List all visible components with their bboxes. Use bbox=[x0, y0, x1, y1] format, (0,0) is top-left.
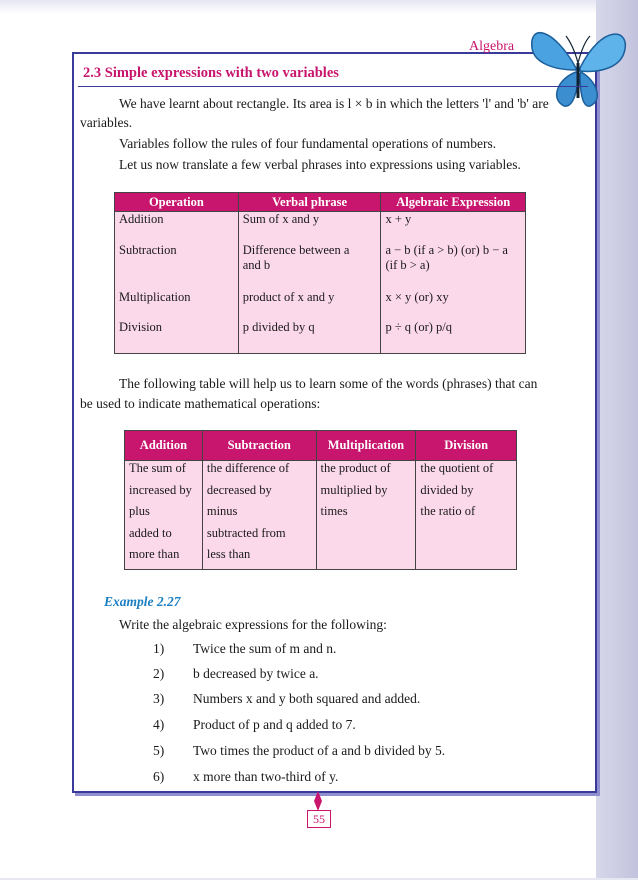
operations-table bbox=[114, 192, 526, 354]
question-number: 4) bbox=[153, 717, 165, 732]
table-cell bbox=[416, 547, 517, 569]
question-text: x more than two-third of y. bbox=[193, 769, 339, 784]
question-number: 6) bbox=[153, 769, 165, 784]
table-cell: minus bbox=[202, 504, 316, 526]
table-cell: plus bbox=[125, 504, 203, 526]
table-cell: multiplied by bbox=[316, 483, 416, 505]
question-number: 3) bbox=[153, 691, 165, 706]
table-cell: Addition bbox=[115, 212, 239, 243]
table-cell: less than bbox=[202, 547, 316, 569]
table-header-cell: Algebraic Expression bbox=[381, 193, 526, 212]
table-row bbox=[125, 461, 517, 483]
table-header-row bbox=[125, 431, 517, 461]
intro-paragraph-2: Variables follow the rules of four fundamental operations of numbers. bbox=[119, 136, 497, 151]
table-header-cell: Multiplication bbox=[316, 431, 416, 461]
table-cell: increased by bbox=[125, 483, 203, 505]
table-cell: a − b (if a > b) (or) b − a (if b > a) bbox=[381, 243, 526, 290]
table-cell: Difference between a and b bbox=[238, 243, 381, 290]
top-band bbox=[0, 0, 638, 14]
table-cell: Subtraction bbox=[115, 243, 239, 290]
table-cell bbox=[316, 526, 416, 548]
example-instruction: Write the algebraic expressions for the following: bbox=[119, 617, 387, 632]
table-row bbox=[125, 526, 517, 548]
table-cell bbox=[416, 526, 517, 548]
table-header-row bbox=[115, 193, 526, 212]
table-header-cell: Operation bbox=[115, 193, 239, 212]
table-row bbox=[125, 547, 517, 569]
intro-paragraph-line1: We have learnt about rectangle. Its area is l × b in which the letters 'l' and 'b' are bbox=[119, 96, 549, 111]
page-ornament-icon bbox=[310, 791, 326, 811]
table-cell: p ÷ q (or) p/q bbox=[381, 320, 526, 354]
table-cell: the ratio of bbox=[416, 504, 517, 526]
table-cell: more than bbox=[125, 547, 203, 569]
table-cell bbox=[316, 547, 416, 569]
table-cell: Division bbox=[115, 320, 239, 354]
intro-paragraph-line2: variables. bbox=[80, 115, 133, 130]
table-row bbox=[115, 243, 526, 290]
table-header-cell: Division bbox=[416, 431, 517, 461]
table-row bbox=[115, 290, 526, 320]
question-text: Two times the product of a and b divided by 5. bbox=[193, 743, 446, 758]
example-title: Example 2.27 bbox=[104, 594, 181, 609]
side-band bbox=[596, 0, 638, 880]
table-header-cell: Verbal phrase bbox=[238, 193, 381, 212]
table-row bbox=[115, 212, 526, 243]
phrases-table bbox=[124, 430, 517, 570]
section-title: 2.3 Simple expressions with two variables bbox=[83, 65, 339, 81]
table-cell: x + y bbox=[381, 212, 526, 243]
paragraph-2-line2: be used to indicate mathematical operations: bbox=[80, 396, 321, 411]
intro-paragraph-3: Let us now translate a few verbal phrases into expressions using variables. bbox=[119, 157, 521, 172]
table-cell: the difference of bbox=[202, 461, 316, 483]
table-cell: added to bbox=[125, 526, 203, 548]
table-cell: decreased by bbox=[202, 483, 316, 505]
table-cell: Sum of x and y bbox=[238, 212, 381, 243]
page-number: 55 bbox=[307, 810, 331, 828]
question-text: b decreased by twice a. bbox=[193, 666, 319, 681]
section-divider bbox=[78, 86, 588, 87]
table-cell: divided by bbox=[416, 483, 517, 505]
question-number: 2) bbox=[153, 666, 165, 681]
table-cell: Multiplication bbox=[115, 290, 239, 320]
table-cell: times bbox=[316, 504, 416, 526]
table-cell: p divided by q bbox=[238, 320, 381, 354]
table-cell: The sum of bbox=[125, 461, 203, 483]
chapter-header: Algebra bbox=[469, 39, 515, 54]
table-row bbox=[125, 483, 517, 505]
table-cell: x × y (or) xy bbox=[381, 290, 526, 320]
table-cell: product of x and y bbox=[238, 290, 381, 320]
question-number: 1) bbox=[153, 641, 165, 656]
table-header-cell: Subtraction bbox=[202, 431, 316, 461]
table-cell: subtracted from bbox=[202, 526, 316, 548]
paragraph-2-line1: The following table will help us to learn some of the words (phrases) that can bbox=[119, 376, 538, 391]
table-cell: the quotient of bbox=[416, 461, 517, 483]
question-text: Numbers x and y both squared and added. bbox=[193, 691, 421, 706]
table-row bbox=[125, 504, 517, 526]
table-header-cell: Addition bbox=[125, 431, 203, 461]
question-text: Product of p and q added to 7. bbox=[193, 717, 356, 732]
question-number: 5) bbox=[153, 743, 165, 758]
table-cell: the product of bbox=[316, 461, 416, 483]
table-row bbox=[115, 320, 526, 354]
question-text: Twice the sum of m and n. bbox=[193, 641, 337, 656]
